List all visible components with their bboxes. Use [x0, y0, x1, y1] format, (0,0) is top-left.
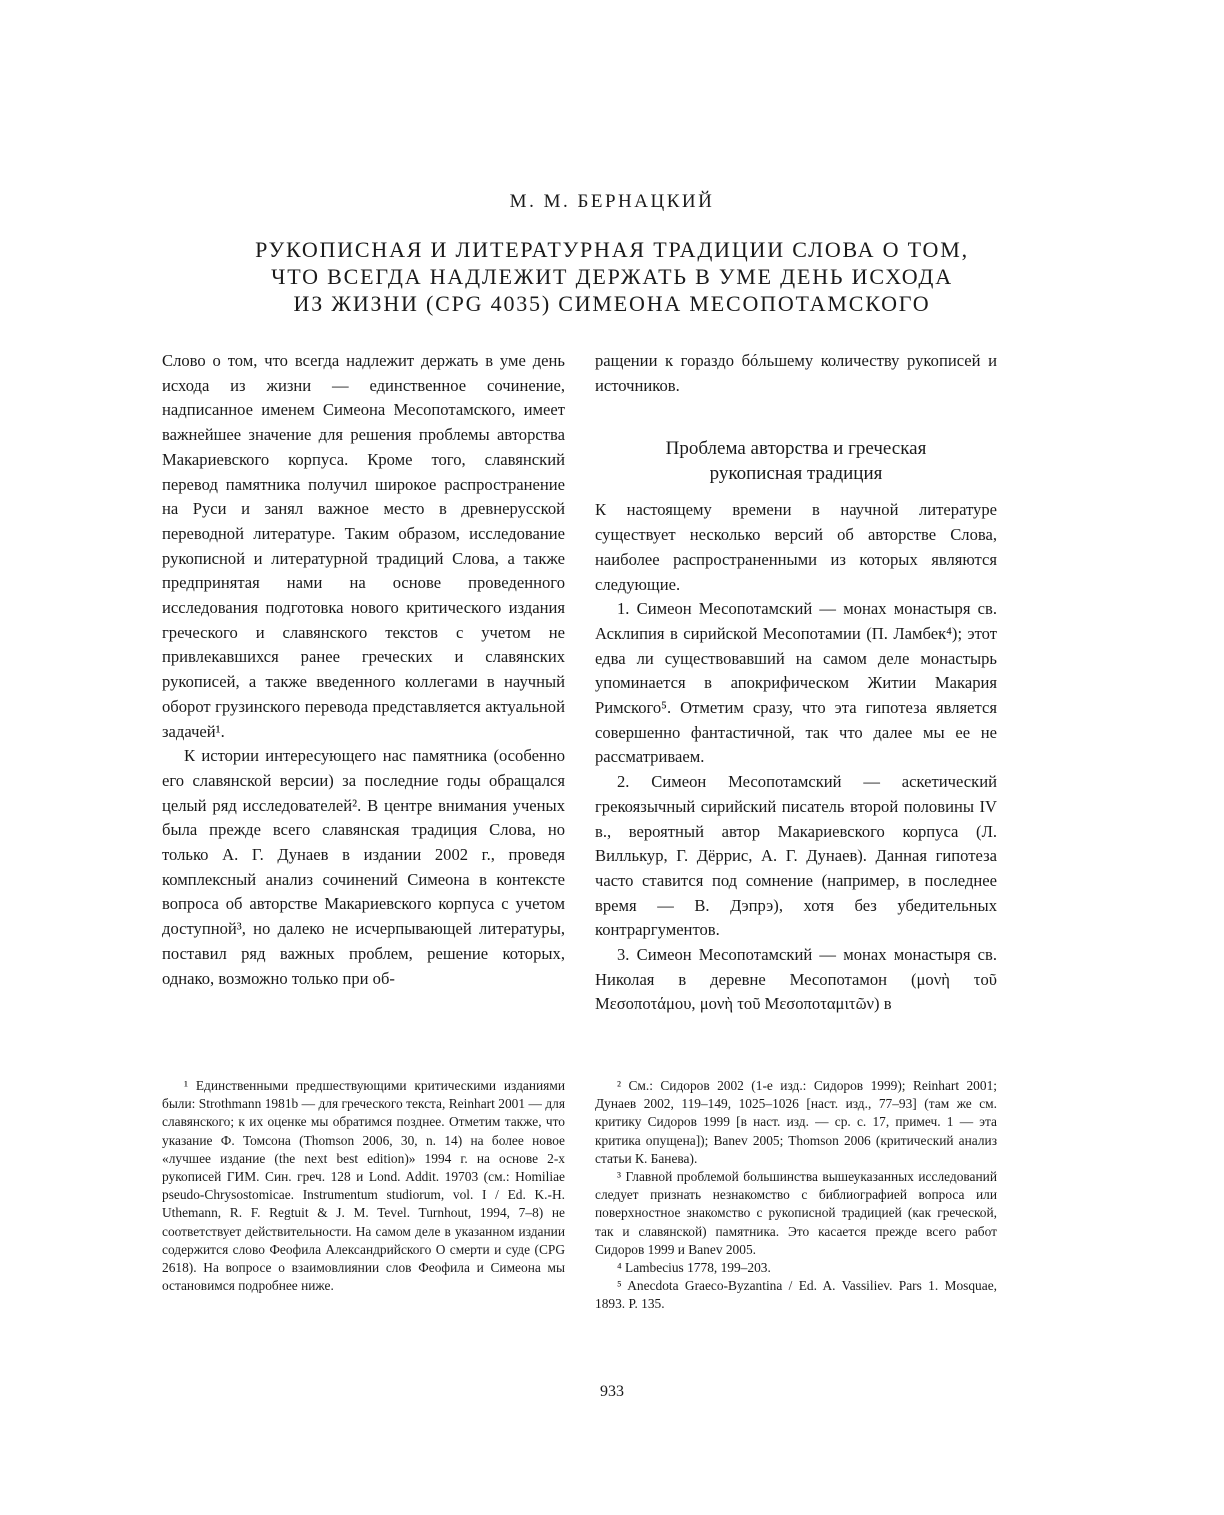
footnote-5: ⁵ Anecdota Graeco-Byzantina / Ed. A. Vassiliev. Pars 1. Mosquae, 1893. P. 135.: [595, 1278, 997, 1312]
list-item-3: 3. Симеон Месопотамский — монах монастыря св. Николая в деревне Месопотамон (μονὴ τοῦ Μεσοποτάμου, μονὴ τοῦ Μεσοποταμιτῶν) в: [595, 945, 997, 1014]
footnote-2: ² См.: Сидоров 2002 (1-е изд.: Сидоров 1999); Reinhart 2001; Дунаев 2002, 119–149, 1025–1026 [наст. изд., 77–93] (там же см. критику Сидоров 1999 [в наст. изд. — ср. с. 17, примеч. 1 — эта критика опущена]); Banev 2005; Thomson 2006 (критический анализ статьи К. Банева).: [595, 1078, 997, 1166]
author-name: М. М. БЕРНАЦКИЙ: [509, 191, 715, 212]
article-title: [112, 236, 1112, 317]
footnote-1: ¹ Единственными предшествующими критическими изданиями были: Strothmann 1981b — для греческого текста, Reinhart 2001 — для славянского; к их оценке мы обратимся позднее. Отметим также, что указание Ф. Томсона (Thomson 2006, 30, n. 14) на более новое «лучшее издание (the next best edition)» 1994 г. на основе 2-х рукописей ГИМ. Син. греч. 128 и Lond. Addit. 19703 (см.: Homiliae pseudo-Chrysostomicae. Instrumentum studiorum, vol. I / Ed. K.-H. Uthemann, R. F. Regtuit & J. M. Tevel. Turnhout, 1994, 7–8) не соответствует действительности. На самом деле в указанном издании содержится слово Феофила Александрийского О смерти и суде (CPG 2618). На вопросе о взаимовлиянии слов Феофила и Симеона мы остановимся подробнее ниже.: [162, 1078, 565, 1294]
footnote-4: ⁴ Lambecius 1778, 199–203.: [617, 1260, 771, 1276]
paragraph-history: К истории интересующего нас памятника (особенно его славянской версии) за последние годы обращался целый ряд исследователей². В центре внимания ученых была прежде всего славянская традиция Слова, но только А. Г. Дунаев в издании 2002 г., проведя комплексный анализ сочинений Симеона в контексте вопроса об авторстве Макариевского корпуса с учетом доступной³, но далеко не исчерпывающей литературы, поставил ряд важных проблем, решение которых, однако, возможно только при об-: [162, 746, 565, 988]
page-number: 933: [600, 1383, 624, 1400]
section-heading-line-2: рукописная традиция: [709, 463, 883, 485]
footnote-3: ³ Главной проблемой большинства вышеуказанных исследований следует признать незнакомство с библиографией вопроса или поверхностное знакомство с рукописной традицией (как греческой, так и славянской) памятника. Это касается прежде всего работ Сидоров 1999 и Banev 2005.: [595, 1169, 997, 1257]
title-line-1: РУКОПИСНАЯ И ЛИТЕРАТУРНАЯ ТРАДИЦИИ СЛОВА О ТОМ,: [255, 237, 969, 262]
paragraph-intro: Слово о том, что всегда надлежит держать в уме день исхода из жизни — единственное сочинение, надписанное именем Симеона Месопотамского, имеет важнейшее значение для решения проблемы авторства Макариевского корпуса. Кроме того, славянский перевод памятника получил широкое распространение на Руси и занял важное место в древнерусской переводной литературе. Таким образом, исследование рукописной и литературной традиций Слова, а также предпринятая нами на основе проведенного исследования подготовка нового критического издания греческого и славянского текстов с учетом не привлекавшихся ранее греческих и славянских рукописей, а также введенного коллегами в научный оборот грузинского перевода представляется актуальной задачей¹.: [162, 351, 565, 741]
list-item-1: 1. Симеон Месопотамский — монах монастыря св. Асклипия в сирийской Месопотамии (П. Ламбек⁴); этот едва ли существовавший на самом деле монастырь упоминается в апокрифическом Житии Макария Римского⁵. Отметим сразу, что эта гипотеза является совершенно фантастичной, так что далее мы ее не рассматриваем.: [595, 599, 997, 767]
paragraph-versions: К настоящему времени в научной литературе существует несколько версий об авторстве Слова, наиболее распространенными из которых являются следующие.: [595, 500, 997, 594]
paragraph-continuation: ращении к гораздо бóльшему количеству рукописей и источников.: [595, 351, 997, 395]
section-heading: [595, 436, 997, 486]
footnotes-left: [162, 1077, 565, 1295]
left-column: [162, 349, 565, 991]
list-item-2: 2. Симеон Месопотамский — аскетический грекоязычный сирийский писатель второй половины IV в., вероятный автор Макариевского корпуса (Л. Виллькур, Г. Дёррис, А. Г. Дунаев). Данная гипотеза часто ставится под сомнение (например, в последнее время — В. Дэпрэ), хотя без убедительных контраргументов.: [595, 772, 997, 940]
title-line-2: ЧТО ВСЕГДА НАДЛЕЖИТ ДЕРЖАТЬ В УМЕ ДЕНЬ ИСХОДА: [271, 264, 953, 289]
section-heading-line-1: Проблема авторства и греческая: [665, 438, 927, 460]
title-line-3: ИЗ ЖИЗНИ (CPG 4035) СИМЕОНА МЕСОПОТАМСКОГО: [293, 291, 931, 316]
right-column: [595, 349, 997, 1017]
footnotes-right: [595, 1077, 997, 1314]
